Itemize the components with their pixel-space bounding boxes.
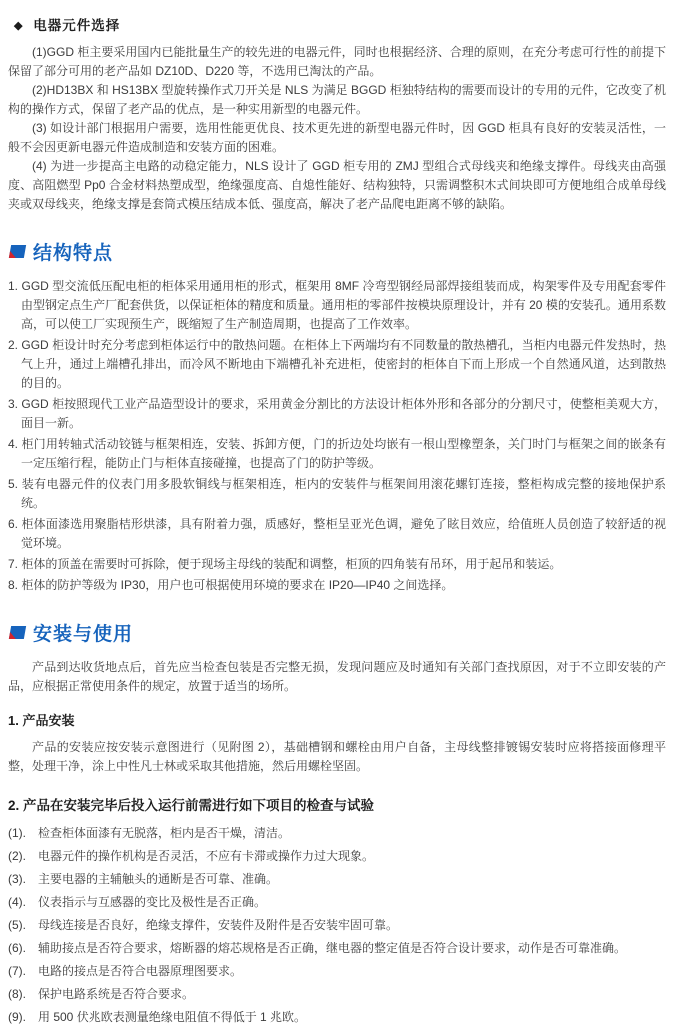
blue-red-square-icon [9, 245, 26, 258]
component-paragraph: (4) 为进一步提高主电路的动稳定能力，NLS 设计了 GGD 柜专用的 ZMJ 型组合式母线夹和绝缘支撑件。母线夹由高强度、高阻燃型 Pp0 合金材料热塑成型，绝缘强度高、自熄性能好、结构独特，只需调整积木式间块即可方便地组合成单母线夹或双母线夹，绝缘支撑是套筒式模压结成本低、强度高，解决了老产品爬电距离不够的缺陷。 [8, 159, 666, 211]
component-paragraph: (2)HD13BX 和 HS13BX 型旋转操作式刀开关是 NLS 为满足 BGGD 柜独特结构的需要而设计的专用的元件，它改变了机构的操作方式，保留了老产品的优点，是一种实用新型的电器元件。 [8, 83, 666, 116]
check-text: 母线连接是否良好，绝缘支撑件，安装件及附件是否安装牢固可靠。 [38, 918, 399, 932]
check-item [8, 824, 666, 842]
check-text: 电器元件的操作机构是否灵活，不应有卡滞或操作力过大现象。 [38, 849, 375, 863]
check-number: (5). [8, 918, 26, 932]
installation-heading [10, 619, 666, 646]
check-number: (2). [8, 849, 26, 863]
inspection-subheading: 2. 产品在安装完毕后投入运行前需进行如下项目的检查与试验 [8, 798, 375, 813]
installation-title: 安装与使用 [33, 624, 134, 645]
check-text: 保护电路系统是否符合要求。 [38, 987, 195, 1001]
check-item [8, 870, 666, 888]
check-text: 电路的接点是否符合电器原理图要求。 [38, 964, 243, 978]
structure-item: 8. 柜体的防护等级为 IP30，用户也可根据使用环境的要求在 IP20—IP40 之间选择。 [8, 578, 454, 592]
product-install-body: 产品的安装应按安装示意图进行（见附图 2），基础槽钢和螺栓由用户自备，主母线整排镀锡安装时应将搭接面修理平整，处理干净，涂上中性凡士林或采取其他措施，然后用螺栓坚固。 [8, 740, 666, 773]
structure-item: 6. 柜体面漆选用聚脂桔形烘漆，具有附着力强，质感好，整柜呈亚光色调，避免了眩目效应，给值班人员创造了较舒适的视觉环境。 [8, 517, 666, 550]
check-item [8, 985, 666, 1003]
check-item [8, 1008, 666, 1026]
structure-item: 1. GGD 型交流低压配电柜的柜体采用通用柜的形式，框架用 8MF 冷弯型钢经局部焊接组装而成，构架零件及专用配套零件由型钢定点生产厂配套供货，以保证柜体的精度和质量。通用柜的零部件按模块原理设计，并有 20 模的安装孔。通用系数高，可以使工厂实现预生产，既缩短了生产制造周期，也提高了工作效率。 [8, 279, 666, 331]
check-number: (7). [8, 964, 26, 978]
structure-item: 7. 柜体的顶盖在需要时可拆除，便于现场主母线的装配和调整，柜顶的四角装有吊环，用于起吊和装运。 [8, 557, 562, 571]
check-item [8, 939, 666, 957]
check-number: (8). [8, 987, 26, 1001]
structure-features-list [8, 277, 666, 595]
check-text: 主要电器的主辅触头的通断是否可靠、准确。 [38, 872, 279, 886]
check-number: (3). [8, 872, 26, 886]
installation-intro: 产品到达收货地点后，首先应当检查包装是否完整无损，发现问题应及时通知有关部门查找原因，对于不立即安装的产品，应根据正常使用条件的规定，放置于适当的场所。 [8, 660, 666, 693]
structure-item: 4. 柜门用转轴式活动铰链与框架相连，安装、拆卸方便，门的折边处均嵌有一根山型橡塑条，关门时门与框架之间的嵌条有一定压缩行程，能防止门与柜体直接碰撞，也提高了门的防护等级。 [8, 437, 666, 470]
check-item [8, 847, 666, 865]
check-number: (6). [8, 941, 26, 955]
check-text: 检查柜体面漆有无脱落，柜内是否干燥，清洁。 [38, 826, 291, 840]
check-text: 用 500 伏兆欧表测量绝缘电阻值不得低于 1 兆欧。 [38, 1010, 307, 1024]
check-number: (4). [8, 895, 26, 909]
check-number: (9). [8, 1010, 26, 1024]
component-selection-heading [14, 14, 666, 34]
component-paragraph: (3) 如设计部门根据用户需要，选用性能更优良、技术更先进的新型电器元件时，因 GGD 柜具有良好的安装灵活性，一般不会因更新电器元件造成制造和安装方面的困难。 [8, 121, 666, 154]
check-text: 辅助接点是否符合要求，熔断器的熔芯规格是否正确，继电器的整定值是否符合设计要求，动作是否可靠准确。 [38, 941, 627, 955]
component-selection-title: 电器元件选择 [33, 18, 121, 33]
blue-red-square-icon [9, 626, 26, 639]
structure-item: 3. GGD 柜按照现代工业产品造型设计的要求，采用黄金分割比的方法设计柜体外形和各部分的分割尺寸，使整柜美观大方，面目一新。 [8, 397, 666, 430]
structure-item: 2. GGD 柜设计时充分考虑到柜体运行中的散热问题。在柜体上下两端均有不同数量的散热槽孔，当柜内电器元件发热时，热气上升，通过上端槽孔排出，而冷风不断地由下端槽孔补充进柜，使密封的柜体自下而上形成一个自然通风道，达到散热的目的。 [8, 338, 666, 390]
check-item [8, 962, 666, 980]
component-paragraph: (1)GGD 柜主要采用国内已能批量生产的较先进的电器元件，同时也根据经济、合理的原则，在充分考虑可行性的前提下保留了部分可用的老产品如 DZ10D、D220 等，不选用已淘汰的产品。 [8, 45, 666, 78]
structure-features-heading [10, 238, 666, 265]
check-item [8, 916, 666, 934]
inspection-check-list [8, 824, 666, 1026]
structure-item: 5. 装有电器元件的仪表门用多股软铜线与框架相连，柜内的安装件与框架间用滚花螺钉连接，整柜构成完整的接地保护系统。 [8, 477, 666, 510]
product-install-subheading: 1. 产品安装 [8, 713, 75, 728]
check-item [8, 893, 666, 911]
check-text: 仪表指示与互感器的变比及极性是否正确。 [38, 895, 267, 909]
structure-features-title: 结构特点 [33, 243, 114, 264]
diamond-icon: ◆ [14, 20, 24, 32]
check-number: (1). [8, 826, 26, 840]
